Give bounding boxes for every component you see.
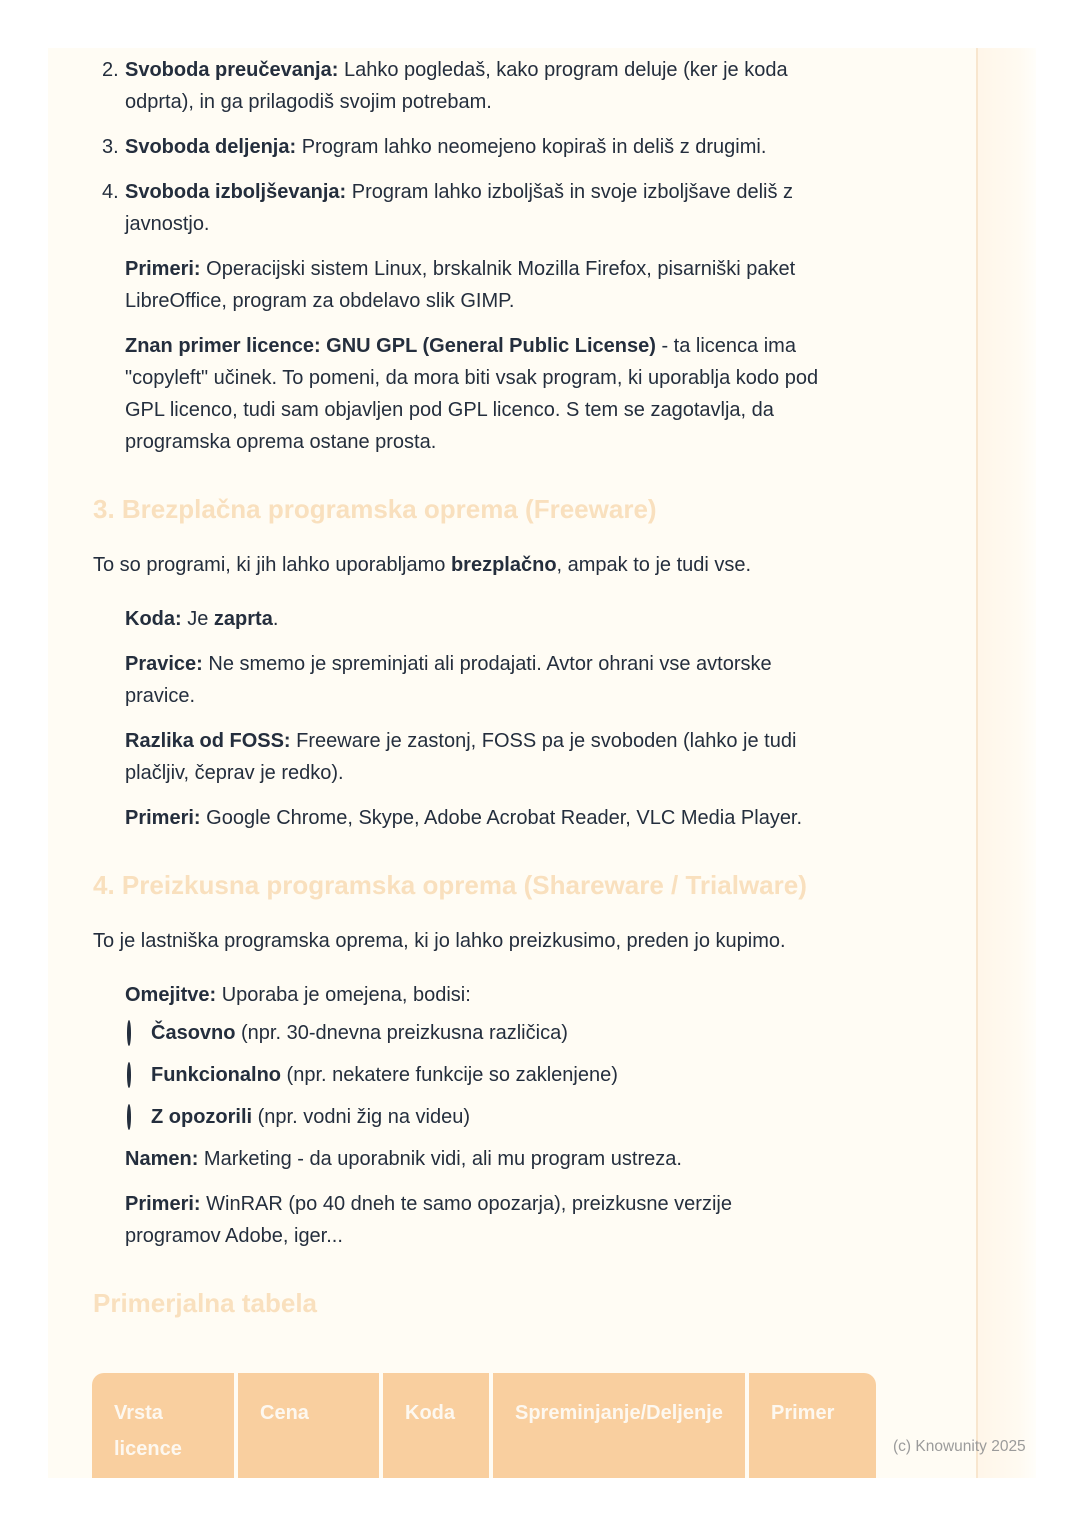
- column-header-cena: Cena: [238, 1373, 379, 1478]
- list-item-text: Svoboda deljenja: Program lahko neomejeno kopiraš in deliš z drugimi.: [125, 136, 767, 158]
- copyright-watermark: (c) Knowunity 2025: [893, 1438, 1026, 1455]
- bullet-icon: [93, 1188, 125, 1252]
- bullet-text: Pravice: Ne smemo je spreminjati ali prodajati. Avtor ohrani vse avtorske pravice.: [125, 653, 772, 707]
- bullet-item-primeri-foss: [93, 253, 830, 317]
- sub-bullet-funkcionalno: [121, 1059, 830, 1091]
- bullet-icon: [93, 802, 125, 834]
- list-item-freedom-4: [93, 176, 830, 240]
- comparison-table: [92, 1373, 876, 1478]
- bullet-text: Omejitve: Uporaba je omejena, bodisi:: [125, 984, 471, 1006]
- bullet-text: Znan primer licence: GNU GPL (General Public License) - ta licenca ima "copyleft" učinek. To pomeni, da mora biti vsak program, ki uporablja kodo pod GPL licenco, tudi sam objavljen pod GPL licenco. S tem se zagotavlja, da programska oprema ostane prosta.: [125, 335, 819, 453]
- column-header-koda: Koda: [383, 1373, 489, 1478]
- bullet-item-koda: [93, 603, 830, 635]
- bullet-text: Primeri: WinRAR (po 40 dneh te samo opozarja), preizkusne verzije programov Adobe, iger...: [125, 1193, 732, 1247]
- bullet-text: Z opozorili (npr. vodni žig na videu): [151, 1106, 470, 1128]
- bullet-icon: [93, 979, 125, 1011]
- sub-bullet-casovno: [121, 1017, 830, 1049]
- bullet-item-namen: [93, 1143, 830, 1175]
- bullet-item-pravice: [93, 648, 830, 712]
- paragraph-freeware-intro: To so programi, ki jih lahko uporabljamo brezplačno, ampak to je tudi vse.: [93, 554, 752, 576]
- circle-bullet-icon: [121, 1017, 151, 1049]
- paragraph-shareware-intro: To je lastniška programska oprema, ki jo lahko preizkusimo, preden jo kupimo.: [93, 930, 786, 952]
- bullet-text: Razlika od FOSS: Freeware je zastonj, FOSS pa je svoboden (lahko je tudi plačljiv, čeprav je redko).: [125, 730, 797, 784]
- column-header-vrsta-licence: Vrsta licence: [92, 1373, 234, 1478]
- bullet-icon: [93, 330, 125, 458]
- section-heading-freeware: 3. Brezplačna programska oprema (Freeware): [93, 494, 657, 524]
- list-number: 4.: [102, 181, 119, 203]
- ordered-list-freedoms: [93, 54, 830, 240]
- bullet-text: Koda: Je zaprta.: [125, 608, 279, 630]
- list-item-text: Svoboda izboljševanja: Program lahko izboljšaš in svoje izboljšave deliš z javnostjo.: [125, 181, 794, 235]
- sub-bullet-z-opozorili: [121, 1101, 830, 1133]
- list-item-text: Svoboda preučevanja: Lahko pogledaš, kako program deluje (ker je koda odprta), in ga prilagodiš svojim potrebam.: [125, 59, 788, 113]
- section-heading-shareware: 4. Preizkusna programska oprema (Shareware / Trialware): [93, 870, 807, 900]
- page-margin-strip: [976, 48, 1036, 1478]
- bullet-item-omejitve: [93, 979, 830, 1011]
- bullet-text: Funkcionalno (npr. nekatere funkcije so zaklenjene): [151, 1064, 618, 1086]
- column-header-spreminjanje-deljenje: Spreminjanje/Deljenje: [493, 1373, 745, 1478]
- circle-bullet-icon: [121, 1059, 151, 1091]
- bullet-item-znan-primer-licence: [93, 330, 830, 458]
- bullet-item-primeri-shareware: [93, 1188, 830, 1252]
- bullet-icon: [93, 1143, 125, 1175]
- bullet-text: Časovno (npr. 30-dnevna preizkusna različica): [151, 1022, 568, 1044]
- bullet-icon: [93, 253, 125, 317]
- circle-bullet-icon: [121, 1101, 151, 1133]
- bullet-icon: [93, 725, 125, 789]
- bullet-text: Primeri: Operacijski sistem Linux, brskalnik Mozilla Firefox, pisarniški paket LibreOffice, program za obdelavo slik GIMP.: [125, 258, 796, 312]
- bullet-list-foss-info: [93, 253, 830, 458]
- bullet-list-shareware: [93, 979, 830, 1252]
- section-heading-comparison-table: Primerjalna tabela: [93, 1288, 317, 1318]
- page-content: [93, 48, 830, 1343]
- list-number: 2.: [102, 59, 119, 81]
- bullet-text: Namen: Marketing - da uporabnik vidi, ali mu program ustreza.: [125, 1148, 682, 1170]
- sub-bullet-list-omejitve: [121, 1017, 830, 1133]
- bullet-text: Primeri: Google Chrome, Skype, Adobe Acrobat Reader, VLC Media Player.: [125, 807, 803, 829]
- bullet-icon: [93, 648, 125, 712]
- column-header-primer: Primer: [749, 1373, 876, 1478]
- document-page: [48, 48, 1036, 1478]
- bullet-list-freeware: [93, 603, 830, 834]
- list-number: 3.: [102, 136, 119, 158]
- bullet-item-primeri-freeware: [93, 802, 830, 834]
- bullet-item-razlika-od-foss: [93, 725, 830, 789]
- list-item-freedom-3: [93, 131, 830, 163]
- bullet-icon: [93, 603, 125, 635]
- list-item-freedom-2: [93, 54, 830, 118]
